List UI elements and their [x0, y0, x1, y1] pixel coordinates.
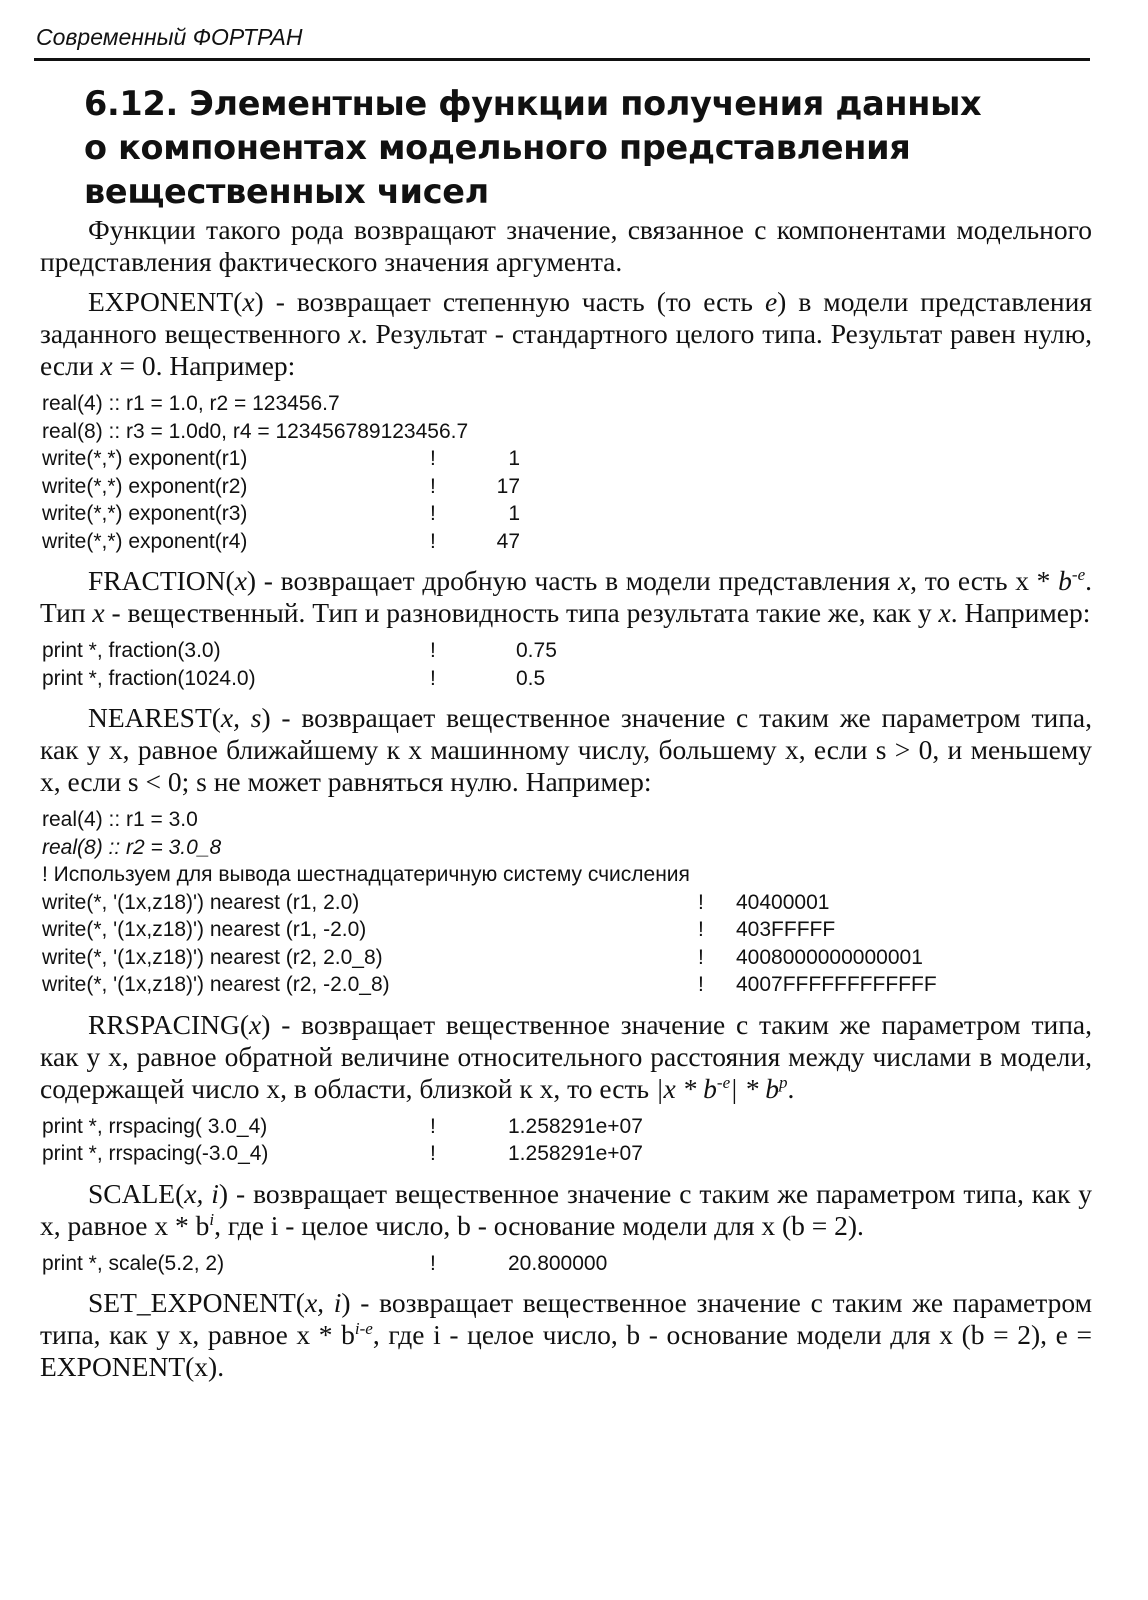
- math-formula: |x * b: [655, 1072, 717, 1104]
- comment-mark: !: [698, 890, 704, 914]
- code-text: print *, fraction(3.0): [42, 639, 221, 662]
- code-block-nearest: [42, 806, 1092, 999]
- description-text: .: [787, 1072, 795, 1104]
- intro-paragraph: Функции такого рода возвращают значение, связанное с компонентами модельного представления фактического значения аргумента.: [40, 214, 1092, 277]
- comment-mark: !: [430, 1251, 436, 1275]
- code-text: write(*, '(1x,z18)') nearest (r1, 2.0): [42, 890, 360, 914]
- output-value: 4007FFFFFFFFFFFF: [736, 973, 937, 996]
- code-text: real(8) :: r3 = 1.0d0, r4 = 123456789123456.7: [42, 419, 469, 443]
- code-text: real(4) :: r1 = 3.0: [42, 808, 198, 831]
- description-text: - возвращает вещественное значение с таким же параметром типа, как у x, равное ближайшему к x машинному числу, большему x, если s > 0, и меньшему x, если s < 0; s не может равняться нулю. Например:: [40, 702, 1092, 797]
- function-name: FRACTION: [88, 565, 226, 596]
- math-superscript: i-e: [354, 1318, 373, 1338]
- description-text: - возвращает степенную часть (то есть: [263, 286, 765, 317]
- description-text: ) в модели представления заданного вещественного: [40, 286, 1093, 349]
- code-line: [42, 445, 1092, 473]
- code-text: write(*,*) exponent(r3): [42, 502, 248, 525]
- function-args: x, s: [220, 702, 262, 733]
- function-args: x: [242, 286, 255, 317]
- comment-mark: !: [430, 639, 436, 662]
- math-var: b: [1058, 565, 1072, 596]
- code-block-exponent: [42, 390, 1092, 555]
- output-value: 20.800000: [508, 1251, 608, 1275]
- code-block-fraction: [42, 637, 1092, 692]
- description-text: - вещественный. Тип и разновидность типа результата такие же, как у: [104, 597, 939, 628]
- math-formula: | * b: [730, 1072, 779, 1104]
- running-title: Современный ФОРТРАН: [36, 24, 303, 50]
- code-text: real(4) :: r1 = 1.0, r2 = 123456.7: [42, 392, 340, 415]
- comment-mark: !: [698, 918, 704, 941]
- function-args: x, i: [304, 1287, 342, 1318]
- code-text: write(*,*) exponent(r1): [42, 447, 248, 470]
- output-value: 47: [496, 529, 520, 553]
- section-title: [84, 82, 1094, 214]
- description-text: . Например:: [950, 597, 1091, 628]
- function-name: SCALE: [88, 1177, 176, 1209]
- code-text: write(*,*) exponent(r2): [42, 474, 248, 498]
- comment-mark: !: [698, 945, 704, 969]
- description-text: - возвращает вещественное значение с таким же параметром типа, как у x, равное x * b: [40, 1287, 1092, 1350]
- code-line: [42, 665, 1092, 693]
- code-line: [42, 390, 1092, 418]
- code-text: write(*, '(1x,z18)') nearest (r2, 2.0_8): [42, 945, 383, 969]
- output-value: 0.5: [516, 666, 546, 690]
- math-var: x: [100, 350, 113, 381]
- code-text: print *, fraction(1024.0): [42, 666, 256, 690]
- function-name: NEAREST: [88, 702, 212, 733]
- math-var: e: [764, 286, 778, 317]
- code-line: [42, 806, 1092, 834]
- function-name: SET_EXPONENT: [88, 1287, 296, 1318]
- set-exponent-description: SET_EXPONENT(x, i) - возвращает вещественное значение с таким же параметром типа, как у x, равное x * $b^{i-e}$, где i - целое число, b - основание модели для x (b = 2), e = EXPONENT(x).: [40, 1287, 1092, 1382]
- code-text: print *, rrspacing(-3.0_4): [42, 1142, 269, 1165]
- comment-mark: !: [698, 973, 704, 996]
- code-line: [42, 916, 1092, 944]
- comment-mark: !: [430, 1142, 436, 1165]
- output-value: 4008000000000001: [736, 945, 923, 969]
- function-name: RRSPACING: [88, 1008, 240, 1040]
- output-value: 0.75: [516, 639, 557, 662]
- math-superscript: -e: [716, 1072, 731, 1092]
- function-args: x: [234, 565, 247, 596]
- comment-mark: !: [430, 502, 436, 525]
- output-value: 1.258291e+07: [508, 1114, 643, 1138]
- output-value: 17: [496, 474, 520, 498]
- description-text: . Результат - стандартного целого типа. Результат равен нулю, если: [40, 318, 1092, 381]
- output-value: 1: [508, 447, 520, 470]
- description-text: = 0. Например:: [112, 350, 296, 381]
- function-name: EXPONENT: [88, 286, 234, 317]
- description-text: , где i - целое число, b - основание модели для x (b = 2), e = EXPONENT(x).: [40, 1319, 1092, 1382]
- description-text: , где i - целое число, b - основание модели для x (b = 2).: [214, 1209, 864, 1241]
- code-text: real(8) :: r2 = 3.0_8: [42, 835, 222, 859]
- description-text: - возвращает вещественное значение с таким же параметром типа, как у x, равное x * b: [40, 1177, 1092, 1241]
- code-line: [42, 861, 1092, 889]
- code-comment: ! Используем для вывода шестнадцатеричную систему счисления: [42, 863, 690, 886]
- code-line: [42, 1250, 1092, 1278]
- output-value: 1.258291e+07: [508, 1142, 643, 1165]
- comment-mark: !: [430, 474, 436, 498]
- code-text: write(*, '(1x,z18)') nearest (r2, -2.0_8): [42, 973, 390, 996]
- section-title-line: 6.12. Элементные функции получения данных: [84, 84, 982, 123]
- code-line: [42, 418, 1092, 446]
- math-var: x: [348, 318, 361, 349]
- code-block-rrspacing: [42, 1113, 1092, 1168]
- code-text: print *, scale(5.2, 2): [42, 1251, 225, 1275]
- math-superscript: i: [209, 1209, 215, 1229]
- code-line: [42, 528, 1092, 556]
- fraction-description: FRACTION(x) - возвращает дробную часть в модели представления x, то есть x * $b^{-e}$. Тип x - вещественный. Тип и разновидность типа результата такие же, как у x. Например:: [40, 564, 1093, 628]
- math-var: x: [938, 597, 951, 628]
- comment-mark: !: [430, 1114, 436, 1138]
- output-value: 403FFFFF: [736, 918, 836, 941]
- description-text: - возвращает дробную часть в модели представления: [256, 565, 898, 596]
- function-args: x: [249, 1008, 262, 1040]
- code-line: [42, 944, 1092, 972]
- math-superscript: -e: [1071, 564, 1086, 584]
- output-value: 1: [508, 502, 520, 525]
- code-line: [42, 889, 1092, 917]
- code-line: [42, 834, 1092, 862]
- function-args: x, i: [184, 1177, 219, 1209]
- running-header: [34, 22, 1090, 61]
- description-text: , то есть x *: [910, 565, 1059, 596]
- code-line: [42, 1113, 1092, 1141]
- output-value: 40400001: [736, 890, 830, 914]
- code-line: [42, 500, 1092, 528]
- code-text: print *, rrspacing( 3.0_4): [42, 1114, 268, 1138]
- code-text: write(*, '(1x,z18)') nearest (r1, -2.0): [42, 918, 367, 941]
- nearest-description: NEAREST(x, s) - возвращает вещественное значение с таким же параметром типа, как у x, равное ближайшему к x машинному числу, большему x, если s > 0, и меньшему x, если s < 0; s не может равняться нулю. Например:: [40, 702, 1092, 797]
- page-body: [40, 214, 1092, 1391]
- comment-mark: !: [430, 666, 436, 690]
- math-var: x: [897, 565, 911, 596]
- exponent-description: EXPONENT(x) - возвращает степенную часть (то есть e) в модели представления заданного вещественного x. Результат - стандартного целого типа. Результат равен нулю, если x = 0. Например:: [40, 286, 1093, 381]
- code-block-scale: [42, 1250, 1092, 1278]
- code-line: [42, 473, 1092, 501]
- code-line: [42, 637, 1092, 665]
- math-var: x: [92, 597, 105, 628]
- section-title-line: вещественных чисел: [84, 172, 489, 211]
- comment-mark: !: [430, 529, 436, 553]
- comment-mark: !: [430, 447, 436, 470]
- scale-description: SCALE(x, i) - возвращает вещественное значение с таким же параметром типа, как у x, равное x * $b^i$, где i - целое число, b - основание модели для x (b = 2).: [40, 1177, 1092, 1241]
- code-line: [42, 971, 1092, 999]
- section-title-line: о компонентах модельного представления: [84, 128, 911, 167]
- description-text: - возвращает вещественное значение с таким же параметром типа, как у x, равное обратной величине относительного расстояния между числами в модели, содержащей число x, в области, близкой к x, то есть: [40, 1008, 1092, 1104]
- code-line: [42, 1140, 1092, 1168]
- math-superscript: p: [778, 1072, 788, 1092]
- description-text: . Тип: [40, 565, 1093, 628]
- rrspacing-description: RRSPACING(x) - возвращает вещественное значение с таким же параметром типа, как у x, равное обратной величине относительного расстояния между числами в модели, содержащей число x, в области, близкой к x, то есть $|x * b^{-e}| * b^p$.: [40, 1008, 1092, 1104]
- code-text: write(*,*) exponent(r4): [42, 529, 248, 553]
